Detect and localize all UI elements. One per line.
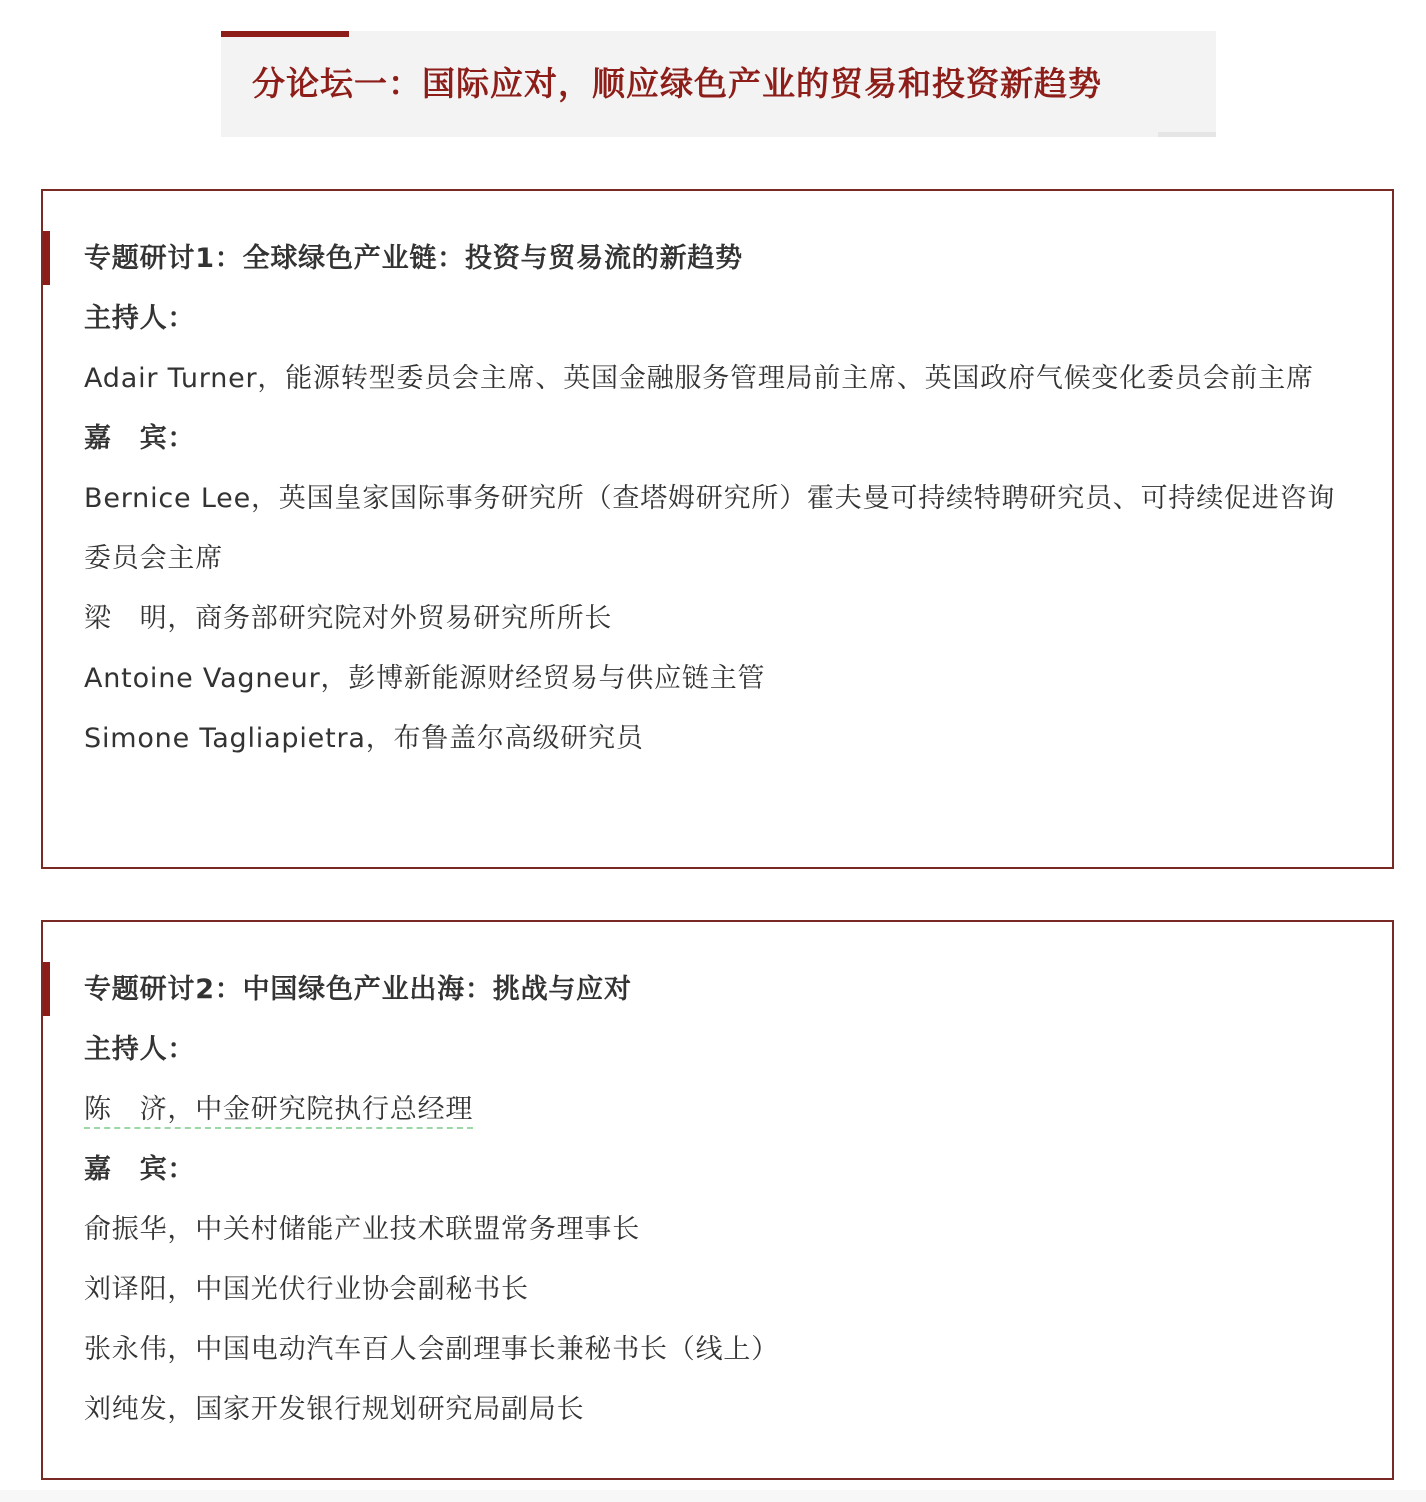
moderator-label: 主持人： — [84, 303, 196, 334]
moderator-entry: 陈 济，中金研究院执行总经理 — [84, 1094, 473, 1129]
banner-accent-top — [221, 31, 349, 37]
guest-entry: 梁 明，商务部研究院对外贸易研究所所长 — [84, 603, 613, 634]
session-panel-1 — [41, 189, 1394, 869]
session-body — [84, 229, 1352, 769]
moderator-entry: Adair Turner，能源转型委员会主席、英国金融服务管理局前主席、英国政府气候变化委员会前主席 — [84, 363, 1314, 394]
session-title: 专题研讨2：中国绿色产业出海：挑战与应对 — [84, 974, 632, 1005]
moderator-entry-row — [84, 1080, 1352, 1140]
guest-entry: 张永伟，中国电动汽车百人会副理事长兼秘书长（线上） — [84, 1334, 779, 1365]
guest-entry: 刘纯发，国家开发银行规划研究局副局长 — [84, 1394, 585, 1425]
banner-accent-bottom — [1158, 132, 1216, 137]
session-title: 专题研讨1：全球绿色产业链：投资与贸易流的新趋势 — [84, 243, 743, 274]
guest-entry: Simone Tagliapietra，布鲁盖尔高级研究员 — [84, 723, 644, 754]
bottom-strip — [0, 1490, 1426, 1502]
forum-banner — [221, 31, 1216, 137]
guests-label: 嘉 宾： — [84, 1154, 196, 1185]
guest-entry: 俞振华，中关村储能产业技术联盟常务理事长 — [84, 1214, 640, 1245]
session-accent-bar — [43, 962, 50, 1016]
guest-entry: Bernice Lee，英国皇家国际事务研究所（查塔姆研究所）霍夫曼可持续特聘研究员、可持续促进咨询委员会主席 — [84, 483, 1336, 574]
moderator-label: 主持人： — [84, 1034, 196, 1065]
session-accent-bar — [43, 231, 50, 285]
session-panel-2 — [41, 920, 1394, 1480]
forum-title: 分论坛一：国际应对，顺应绿色产业的贸易和投资新趋势 — [252, 64, 1102, 103]
guest-entry: 刘译阳，中国光伏行业协会副秘书长 — [84, 1274, 529, 1305]
session-body — [84, 960, 1352, 1440]
guests-label: 嘉 宾： — [84, 423, 196, 454]
guest-entry: Antoine Vagneur，彭博新能源财经贸易与供应链主管 — [84, 663, 766, 694]
